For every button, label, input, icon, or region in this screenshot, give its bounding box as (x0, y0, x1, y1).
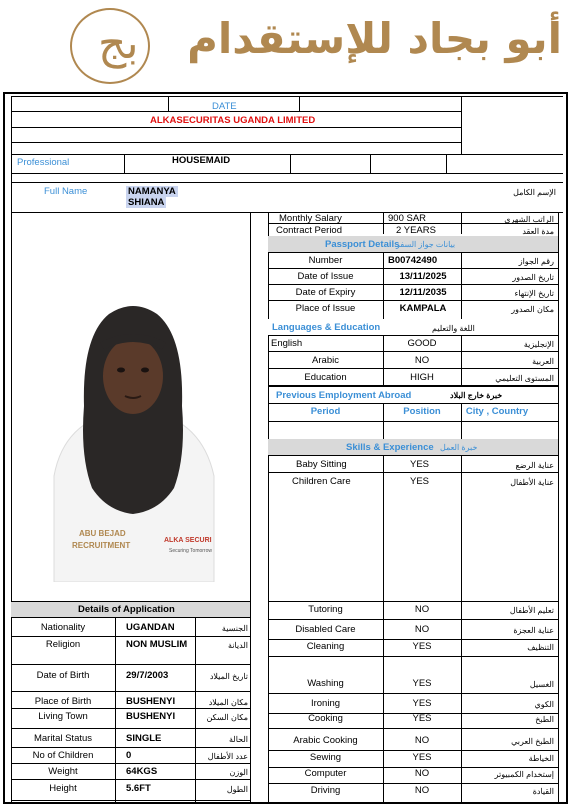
logo-glyph: ﺑﺞ (98, 18, 139, 69)
application-row-line (11, 708, 250, 709)
skill-row-arabic: الخياطة (528, 754, 554, 763)
passport-title: Passport Details (325, 239, 400, 250)
skill-row-label: Disabled Care (295, 624, 356, 635)
portrait-illustration (24, 226, 242, 582)
skill-baby-sitting-arabic: عناية الرضع (515, 461, 554, 470)
language-row-line (268, 351, 558, 352)
skill-row-line (268, 750, 558, 751)
passport-row-label: Date of Expiry (295, 287, 356, 298)
language-row-value: NO (414, 355, 430, 366)
shirt-print-4: Securing Tomorrow (169, 548, 212, 554)
application-row-value: SINGLE (126, 733, 162, 744)
skill-row-arabic: التنظيف (527, 643, 554, 652)
letterhead (0, 0, 574, 88)
passport-row-arabic: رقم الجواز (518, 257, 554, 266)
skill-row-label: Tutoring (308, 604, 343, 615)
skill-row-line (268, 656, 558, 657)
application-row-value: BUSHENYI (126, 696, 176, 707)
passport-row-arabic: تاريخ الصدور (512, 273, 554, 282)
language-row-value: GOOD (407, 338, 437, 349)
application-row-line (11, 728, 250, 729)
skill-row-arabic: عناية العجزة (513, 626, 554, 635)
salary-arabic: الراتب الشهري (504, 215, 554, 224)
skill-row-value: NO (414, 604, 430, 615)
application-row-line (11, 636, 250, 637)
skill-row-value: YES (412, 752, 432, 763)
application-row-label: Religion (45, 639, 81, 650)
application-row-arabic: الطول (226, 785, 248, 794)
skill-row-arabic: الكوي (534, 700, 554, 709)
application-row-value: BUSHENYI (126, 711, 176, 722)
languages-title: Languages & Education (272, 322, 381, 333)
skill-row-arabic: القيادة (532, 787, 554, 796)
application-row-line (11, 779, 250, 780)
language-row-label: English (271, 338, 303, 349)
skill-row-arabic: الطبخ العربي (511, 737, 554, 746)
passport-row-label: Number (308, 255, 343, 266)
period-label: Contract Period (276, 225, 343, 236)
skill-row-value: NO (414, 624, 430, 635)
passport-row-line (268, 284, 558, 285)
skill-row-label: Ironing (310, 698, 341, 709)
passport-row-arabic: تاريخ الإنتهاء (514, 289, 554, 298)
company-title: ALKASECURITAS UGANDA LIMITED (150, 115, 316, 126)
application-row-label: Living Town (38, 711, 88, 722)
application-row-line (11, 800, 250, 801)
skill-row-arabic: الطبخ (535, 715, 554, 724)
skill-row-line (268, 783, 558, 784)
application-row-value: 29/7/2003 (126, 670, 169, 681)
application-row-label: Weight (48, 766, 78, 777)
skill-row-label: Cleaning (306, 641, 345, 652)
skill-row-value: YES (412, 678, 432, 689)
language-row-arabic: المستوى التعليمي (495, 374, 554, 383)
application-row-label: No of Children (32, 750, 94, 761)
col-period: Period (310, 406, 341, 417)
application-row-arabic: مكان الميلاد (208, 698, 248, 707)
salary-label: Monthly Salary (279, 213, 342, 224)
previous-employment-title: Previous Employment Abroad (276, 390, 412, 401)
application-row-label: Nationality (40, 622, 86, 633)
application-row-label: Marital Status (33, 733, 93, 744)
application-row-value: UGANDAN (126, 622, 175, 633)
language-row-label: Arabic (312, 355, 339, 366)
application-row-arabic: الوزن (229, 768, 248, 777)
skill-children-care: Children Care (292, 476, 351, 487)
application-row-arabic: مكان السكن (206, 713, 248, 722)
application-row-value: 0 (126, 750, 132, 761)
passport-col-line (461, 252, 462, 319)
application-row-label: Height (49, 783, 77, 794)
skill-row-label: Computer (304, 768, 347, 779)
skill-row-label: Washing (307, 678, 344, 689)
skill-row-arabic: الغسيل (529, 680, 554, 689)
profession-value: HOUSEMAID (172, 155, 231, 166)
application-row-arabic: عدد الأطفال (207, 752, 248, 761)
skills-title: Skills & Experience (346, 442, 434, 453)
skill-row-value: NO (414, 735, 430, 746)
period-arabic: مدة العقد (522, 227, 554, 236)
skill-row-label: Driving (310, 785, 341, 796)
application-row-value: 5.6FT (126, 783, 151, 794)
skill-baby-sitting: Baby Sitting (296, 459, 347, 470)
passport-row-value: KAMPALA (399, 303, 447, 314)
skills-title-arabic: خبرة العمل (440, 443, 478, 452)
language-row-arabic: الإنجليزية (523, 340, 554, 349)
skill-row-line (268, 728, 558, 729)
period-value: 2 YEARS (396, 225, 436, 236)
shirt-print-3: ALKA SECURI (164, 537, 212, 544)
col-position: Position (403, 406, 441, 417)
language-col-line (383, 335, 384, 386)
full-name-label: Full Name (44, 186, 88, 197)
languages-title-arabic: اللغة والتعليم (432, 324, 475, 333)
previous-employment-arabic: خبرة خارج البلاد (450, 391, 503, 400)
company-name-arabic: أبو بجاد للإستقدام (187, 14, 562, 63)
salary-value: 900 SAR (388, 213, 427, 224)
shirt-print-1: ABU BEJAD (79, 529, 126, 538)
skill-row-label: Cooking (308, 713, 343, 724)
passport-row-value: B00742490 (388, 255, 438, 266)
passport-row-label: Date of Issue (297, 271, 354, 282)
passport-row-value: 12/11/2035 (399, 287, 447, 298)
passport-row-arabic: مكان الصدور (511, 305, 554, 314)
skill-row-label: Sewing (309, 752, 342, 763)
language-row-line (268, 368, 558, 369)
passport-row-line (268, 252, 558, 253)
skill-row-value: YES (412, 713, 432, 724)
application-row-label: Place of Birth (34, 696, 92, 707)
skill-children-care-value: YES (410, 476, 430, 487)
application-row-value: 64KGS (126, 766, 158, 777)
skill-row-line (268, 639, 558, 640)
skill-row-value: NO (414, 768, 430, 779)
skill-row-arabic: تعليم الأطفال (509, 606, 554, 615)
passport-row-line (268, 268, 558, 269)
skill-row-arabic: إستخدام الكمبيوتر (494, 770, 554, 779)
first-name-value: NAMANYA (128, 186, 176, 197)
shirt-print-2: RECRUITMENT (72, 541, 131, 550)
full-name-arabic: الإسم الكامل (513, 188, 556, 197)
professional-label: Professional (17, 157, 70, 168)
application-row-line (11, 747, 250, 748)
skill-baby-sitting-value: YES (410, 459, 430, 470)
date-label: DATE (212, 101, 237, 112)
language-row-value: HIGH (410, 372, 434, 383)
application-row-value: NON MUSLIM (126, 639, 188, 650)
application-row-line (11, 664, 250, 665)
skill-children-care-arabic: عناية الأطفال (510, 478, 554, 487)
col-city-country: City , Country (465, 406, 529, 417)
language-row-label: Education (304, 372, 347, 383)
skill-row-value: YES (412, 641, 432, 652)
application-row-arabic: الحالة (229, 735, 248, 744)
skill-row-value: YES (412, 698, 432, 709)
skill-row-value: NO (414, 785, 430, 796)
passport-col-line (383, 252, 384, 319)
application-title: Details of Application (78, 604, 175, 615)
application-row-line (11, 763, 250, 764)
passport-title-arabic: بيانات جواز السفر (396, 240, 456, 249)
skill-row-line (268, 693, 558, 694)
application-row-line (11, 691, 250, 692)
language-row-arabic: العربية (532, 357, 554, 366)
skill-row-line (268, 619, 558, 620)
passport-row-label: Place of Issue (295, 303, 356, 314)
last-name-value: SHIANA (128, 197, 165, 208)
language-col-line (461, 335, 462, 386)
application-row-arabic: تاريخ الميلاد (209, 672, 248, 681)
application-row-arabic: الديانة (227, 641, 248, 650)
passport-row-value: 13/11/2025 (399, 271, 447, 282)
application-row-label: Date of Birth (36, 670, 90, 681)
passport-row-line (268, 300, 558, 301)
skill-row-label: Arabic Cooking (293, 735, 358, 746)
applicant-photo (24, 226, 242, 582)
application-row-arabic: الجنسية (221, 624, 248, 633)
